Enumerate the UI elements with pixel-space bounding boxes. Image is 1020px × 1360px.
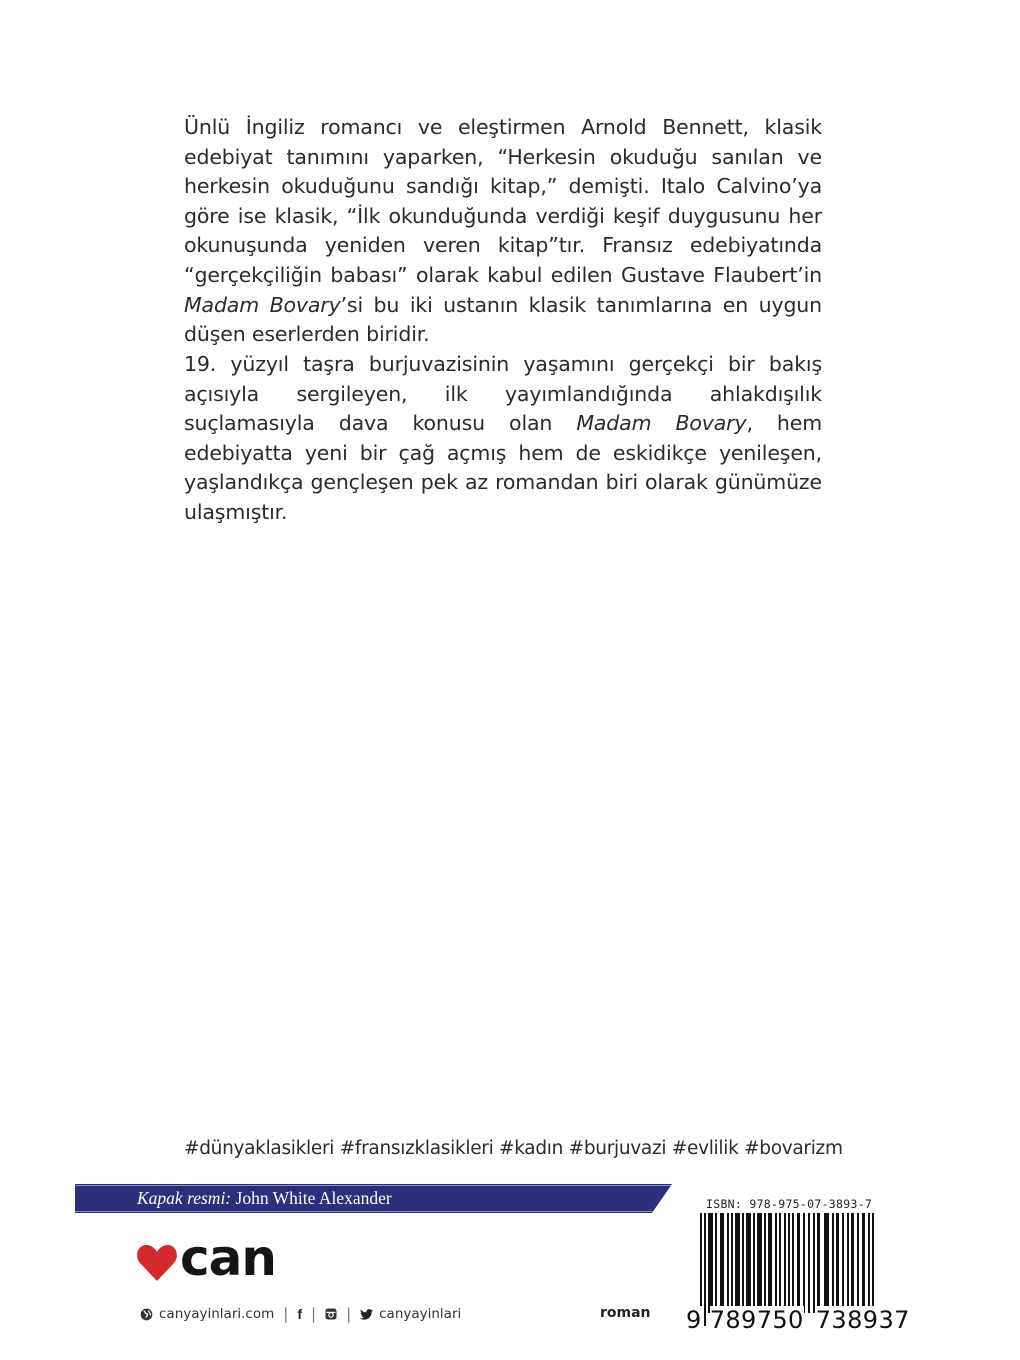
barcode-group-1: 789750 [709,1306,804,1334]
facebook-icon[interactable]: f [297,1306,302,1322]
logo-wordmark: can [180,1229,276,1287]
blurb-text: , hem edebiyatta yeni bir çağ açmış hem de eskidikçe yenileşen, yaşlandıkça gençleşen pek az romandan biri olarak günümüze ulaşmıştır. [184,411,823,524]
blurb-paragraph-2 [184,350,822,528]
barcode-digits [686,1306,910,1334]
blurb-text: 19. yüzyıl taşra burjuvazisinin yaşamını gerçekçi bir bakış açısıyla sergileyen, ilk yayımlandığında ahlakdışılık suçlamasıyla dava konusu olan [184,352,822,436]
blurb-paragraph-1 [184,113,822,350]
cover-credit-band [75,1184,672,1213]
blurb-text: ’si bu iki ustanın klasik tanımlarına en uygun düşen eserlerden biridir. [184,292,822,347]
publisher-logo [136,1229,286,1287]
globe-icon [140,1308,153,1321]
book-title: Madam Bovary [184,292,341,317]
instagram-icon[interactable] [325,1308,337,1320]
separator: | [311,1305,317,1323]
cover-artist: John White Alexander [235,1188,392,1208]
blurb-text: Ünlü İngiliz romancı ve eleştirmen Arnold Bennett, klasik edebiyat tanımını yaparken, “Herkesin okuduğu sanılan ve herkesin okuduğunu sandığı kitap,” demişti. Italo Calvino’ya göre ise klasik, “İlk okunduğunda verdiği keşif duygusunu her okunuşunda yeniden veren kitap”tır. Fransız edebiyatında “gerçekçiliğin babası” olarak kabul edilen Gustave Flaubert’in [184,115,822,287]
separator: | [346,1305,352,1323]
barcode-group-2: 738937 [815,1306,910,1334]
heart-icon [136,1244,178,1282]
cover-credit [137,1188,392,1209]
twitter-handle[interactable]: canyayinlari [379,1306,462,1322]
barcode-first-digit: 9 [686,1306,702,1334]
genre-label: roman [600,1305,651,1321]
publisher-links [140,1305,461,1323]
website-link[interactable]: canyayinlari.com [159,1306,275,1322]
hashtags: #dünyaklasikleri #fransızklasikleri #kadın #burjuvazi #evlilik #bovarizm [184,1138,843,1159]
book-title: Madam Bovary [576,411,747,436]
cover-credit-label: Kapak resmi: [137,1188,232,1208]
twitter-icon[interactable] [360,1309,373,1320]
isbn-label: ISBN: 978-975-07-3893-7 [706,1197,873,1211]
separator: | [283,1305,289,1323]
